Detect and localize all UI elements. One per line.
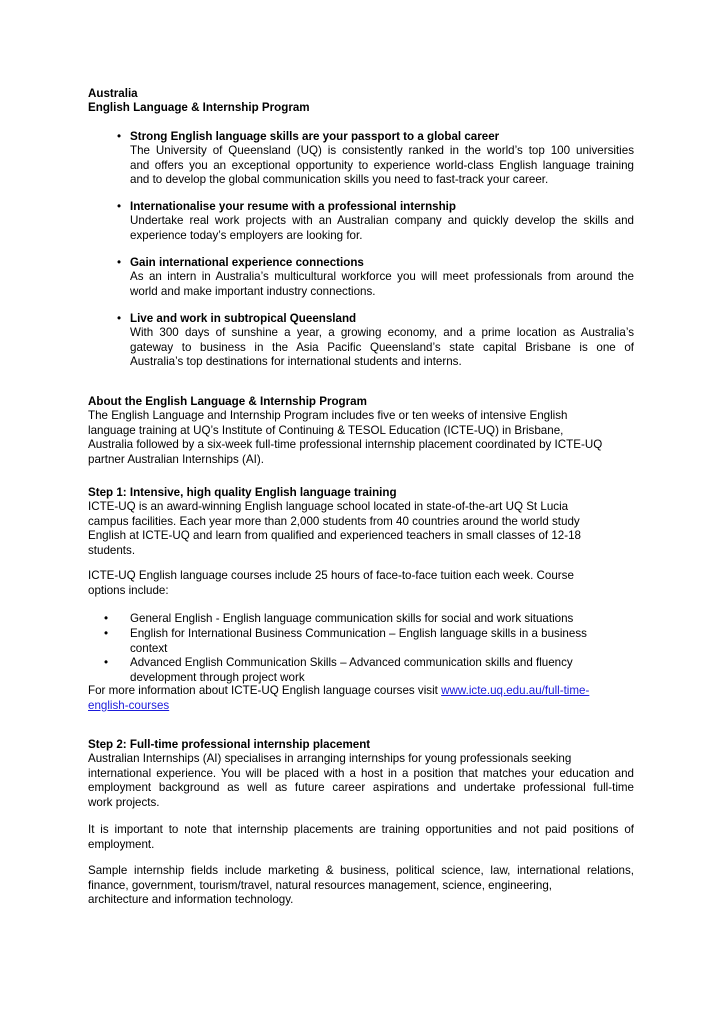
- text-line: Sample internship fields include marketing & business, political science, law, international relations,: [88, 864, 634, 877]
- highlight-text: [130, 326, 634, 370]
- bullet-icon: •: [116, 256, 122, 269]
- text-line: employment background as well as future career aspirations and undertake professional full-time: [88, 781, 634, 795]
- text-line: and offers you an exceptional opportunity to experience world-class English language training: [130, 158, 634, 172]
- text-line: Australia’s top destinations for international students and interns.: [130, 355, 462, 369]
- text-line: language training at UQ’s Institute of Continuing & TESOL Education (ICTE-UQ) in Brisbane,: [88, 423, 564, 437]
- text-line: Undertake real work projects with an Australian company and quickly develop the skills and: [130, 214, 634, 227]
- text-line: It is important to note that internship placements are training opportunities and not paid positions of: [88, 823, 634, 836]
- highlight-text: [130, 270, 634, 299]
- text-line: [88, 699, 648, 714]
- text-line: world and make important industry connections.: [130, 284, 376, 298]
- text-line: experience today’s employers are looking for.: [130, 228, 363, 242]
- text-line: ICTE-UQ is an award-winning English language school located in state-of-the-art UQ St Lucia: [88, 500, 569, 513]
- about-paragraph: [88, 409, 648, 467]
- text-line: English for International Business Communication – English language skills in a business: [130, 627, 587, 640]
- text-line: Australian Internships (AI) specialises in arranging internships for young professionals seeking: [88, 752, 572, 765]
- text-line: The University of Queensland (UQ) is consistently ranked in the world’s top 100 universities: [130, 144, 634, 157]
- highlight-title: Strong English language skills are your passport to a global career: [130, 130, 500, 143]
- text-line: English at ICTE-UQ and learn from qualified and experienced teachers in small classes of 12-18: [88, 529, 581, 543]
- text-line: finance, government, tourism/travel, natural resources management, science, engineering,: [88, 878, 552, 892]
- text-line: With 300 days of sunshine a year, a growing economy, and a prime location as Australia’s: [130, 326, 634, 339]
- text-line: work projects.: [88, 795, 160, 809]
- step2-heading: Step 2: Full-time professional internship placement: [88, 738, 371, 751]
- bullet-icon: •: [103, 627, 109, 640]
- bullet-icon: •: [116, 130, 122, 143]
- text-line: employment.: [88, 837, 155, 851]
- text-line: context: [130, 641, 168, 655]
- highlight-title: Internationalise your resume with a professional internship: [130, 200, 456, 213]
- text-line: [88, 684, 648, 699]
- courses-intro: [88, 569, 648, 598]
- text-line: Australia followed by a six-week full-time professional internship placement coordinated by ICTE-UQ: [88, 438, 603, 452]
- step1-heading: Step 1: Intensive, high quality English language training: [88, 486, 397, 499]
- about-heading: About the English Language & Internship Program: [88, 395, 367, 408]
- text-line: ICTE-UQ English language courses include 25 hours of face-to-face tuition each week. Course: [88, 569, 574, 582]
- header-program-title: English Language & Internship Program: [88, 101, 310, 114]
- step1-paragraph: [88, 500, 648, 558]
- text-line: gateway to business in the Asia Pacific Queensland’s state capital Brisbane is one of: [130, 340, 634, 354]
- highlight-title: Gain international experience connections: [130, 256, 364, 269]
- header-country: Australia: [88, 87, 138, 100]
- highlight-title: Live and work in subtropical Queensland: [130, 312, 357, 325]
- bullet-icon: •: [116, 312, 122, 325]
- highlight-text: [130, 214, 634, 243]
- course-item: [130, 656, 640, 685]
- course-item: [130, 612, 640, 627]
- text-line: campus facilities. Each year more than 2,000 students from 40 countries around the world study: [88, 514, 580, 528]
- text-line: Advanced English Communication Skills – Advanced communication skills and fluency: [130, 656, 573, 669]
- text-line: architecture and information technology.: [88, 893, 294, 907]
- step2-paragraph-2: [88, 823, 634, 852]
- text-line: General English - English language communication skills for social and work situations: [130, 612, 574, 625]
- bullet-icon: •: [103, 612, 109, 625]
- text-line: options include:: [88, 583, 169, 597]
- step2-paragraph-1: [88, 752, 634, 810]
- bullet-icon: •: [116, 200, 122, 213]
- text-line: partner Australian Internships (AI).: [88, 452, 264, 466]
- step2-paragraph-3: [88, 864, 634, 908]
- more-info-text: For more information about ICTE-UQ English language courses visit: [88, 684, 438, 697]
- text-line: As an intern in Australia’s multicultural workforce you will meet professionals from around the: [130, 270, 634, 283]
- text-line: development through project work: [130, 670, 305, 684]
- text-line: and to develop the global communication skills you need to fast-track your career.: [130, 173, 549, 187]
- text-line: students.: [88, 543, 136, 557]
- highlight-text: [130, 144, 634, 188]
- text-line: The English Language and Internship Program includes five or ten weeks of intensive English: [88, 409, 568, 422]
- bullet-icon: •: [103, 656, 109, 669]
- text-line: international experience. You will be placed with a host in a position that matches your education and: [88, 766, 634, 780]
- courses-link-continued[interactable]: english-courses: [88, 698, 170, 712]
- courses-link[interactable]: www.icte.uq.edu.au/full-time-: [441, 684, 590, 697]
- more-info-paragraph: [88, 684, 648, 713]
- course-item: [130, 627, 640, 656]
